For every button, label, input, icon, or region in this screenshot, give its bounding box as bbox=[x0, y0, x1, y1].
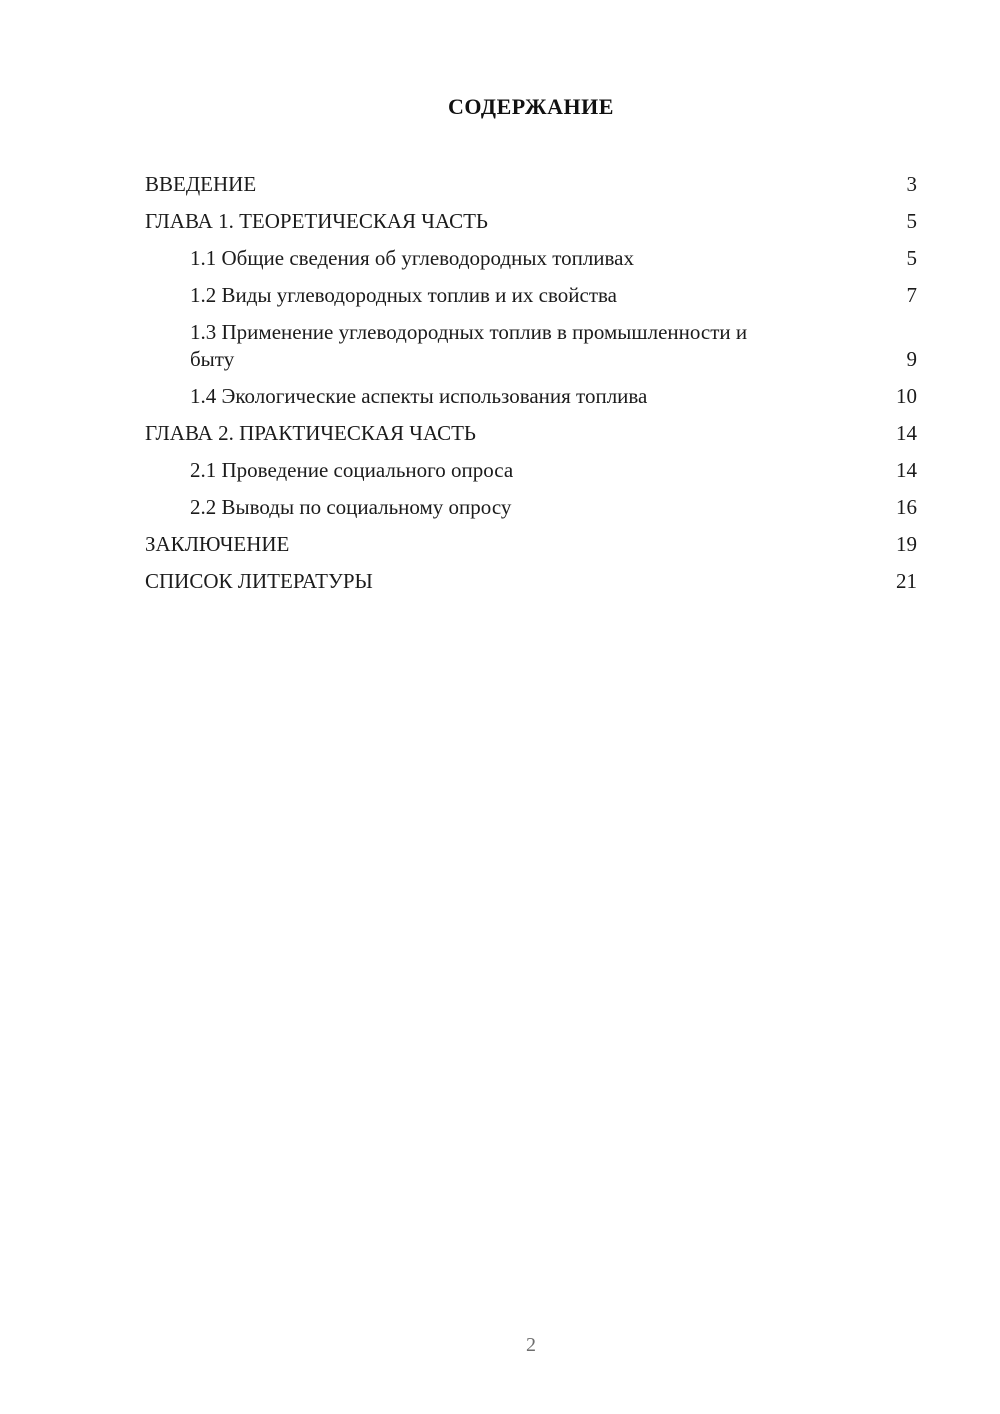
toc-entry-page-number: 16 bbox=[896, 495, 917, 519]
toc-entry-label: ЗАКЛЮЧЕНИЕ bbox=[145, 532, 290, 556]
toc-entry bbox=[145, 245, 917, 272]
toc-entry bbox=[145, 319, 917, 373]
toc-entry-label: 1.2 Виды углеводородных топлив и их свойства bbox=[190, 283, 617, 307]
toc-entry-label: СПИСОК ЛИТЕРАТУРЫ bbox=[145, 569, 373, 593]
toc-entry bbox=[145, 383, 917, 410]
toc-entry bbox=[145, 568, 917, 595]
toc-entry bbox=[145, 171, 917, 198]
toc-entry-page-number: 3 bbox=[906, 172, 917, 196]
toc-entry-page-number: 7 bbox=[906, 283, 917, 307]
toc-entry bbox=[145, 531, 917, 558]
toc-entry-page-number: 14 bbox=[896, 458, 917, 482]
page-title: СОДЕРЖАНИЕ bbox=[448, 94, 614, 119]
toc-entry bbox=[145, 420, 917, 447]
toc-entry-page-number: 10 bbox=[896, 384, 917, 408]
toc-entry bbox=[145, 208, 917, 235]
toc-entry-label: ВВЕДЕНИЕ bbox=[145, 172, 257, 196]
toc-entry-page-number: 14 bbox=[896, 421, 917, 445]
toc-entry-page-number: 9 bbox=[906, 347, 917, 371]
toc-entry-page-number: 5 bbox=[906, 246, 917, 270]
toc-entry-page-number: 21 bbox=[896, 569, 917, 593]
toc-list bbox=[145, 171, 917, 595]
toc-content bbox=[145, 0, 917, 595]
toc-entry-label: 2.1 Проведение социального опроса bbox=[190, 458, 514, 482]
toc-entry-page-number: 19 bbox=[896, 532, 917, 556]
toc-entry bbox=[145, 457, 917, 484]
toc-entry-label: 1.3 Применение углеводородных топлив в промышленности и быту bbox=[190, 320, 748, 371]
toc-entry-label: 1.1 Общие сведения об углеводородных топливах bbox=[190, 246, 635, 270]
toc-entry-label: ГЛАВА 2. ПРАКТИЧЕСКАЯ ЧАСТЬ bbox=[145, 421, 476, 445]
toc-entry-label: ГЛАВА 1. ТЕОРЕТИЧЕСКАЯ ЧАСТЬ bbox=[145, 209, 488, 233]
toc-entry-label: 1.4 Экологические аспекты использования топлива bbox=[190, 384, 648, 408]
toc-entry-page-number: 5 bbox=[906, 209, 917, 233]
toc-entry-label: 2.2 Выводы по социальному опросу bbox=[190, 495, 512, 519]
toc-entry bbox=[145, 494, 917, 521]
toc-entry bbox=[145, 282, 917, 309]
page-number-footer: 2 bbox=[526, 1334, 536, 1356]
